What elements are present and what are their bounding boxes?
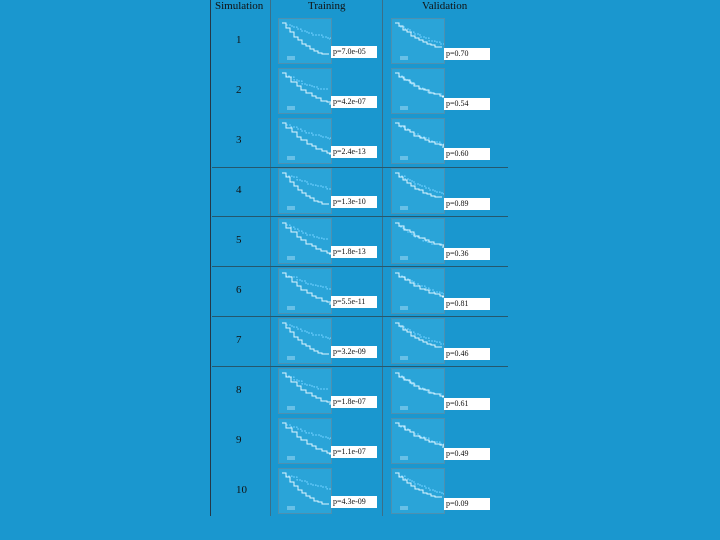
training-km-plot [278, 68, 332, 114]
validation-km-plot [391, 268, 445, 314]
validation-p-value: p=0.46 [444, 348, 490, 360]
curve-high-risk [395, 273, 444, 294]
training-p-value: p=2.4e-13 [331, 146, 377, 158]
training-km-plot [278, 118, 332, 164]
validation-p-value: p=0.89 [444, 198, 490, 210]
curve-high-risk [395, 373, 442, 394]
training-km-plot [278, 168, 332, 214]
simulation-number: 5 [236, 234, 242, 246]
training-p-value: p=4.3e-09 [331, 496, 377, 508]
survival-curve-svg [392, 369, 444, 413]
curve-high-risk [282, 473, 331, 489]
column-divider-validation [382, 0, 383, 516]
validation-km-plot [391, 18, 445, 64]
legend-lines [287, 407, 295, 409]
header-validation: Validation [422, 0, 468, 12]
validation-p-value: p=0.60 [444, 148, 490, 160]
curve-high-risk [282, 173, 331, 189]
training-p-value: p=7.0e-05 [331, 46, 377, 58]
training-p-value: p=4.2e-07 [331, 96, 377, 108]
legend-lines [287, 507, 295, 509]
curve-low-risk [395, 223, 444, 247]
training-km-plot [278, 468, 332, 514]
validation-p-value: p=0.54 [444, 98, 490, 110]
survival-curve-svg [392, 69, 444, 113]
validation-p-value: p=0.36 [444, 248, 490, 260]
simulation-number: 7 [236, 334, 242, 346]
simulation-number: 1 [236, 34, 242, 46]
curve-high-risk [395, 173, 444, 194]
validation-km-plot [391, 318, 445, 364]
curve-high-risk [282, 223, 329, 239]
training-km-plot [278, 268, 332, 314]
simulation-number: 6 [236, 284, 242, 296]
survival-curve-svg [279, 119, 331, 163]
validation-p-value: p=0.81 [444, 298, 490, 310]
curve-high-risk [282, 323, 331, 339]
survival-curve-svg [392, 219, 444, 263]
training-p-value: p=1.1e-07 [331, 446, 377, 458]
column-divider-training [270, 0, 271, 516]
validation-p-value: p=0.61 [444, 398, 490, 410]
curve-high-risk [282, 23, 331, 39]
legend-lines [287, 307, 295, 309]
survival-curve-svg [279, 69, 331, 113]
curve-low-risk [282, 473, 329, 504]
survival-curve-svg [279, 19, 331, 63]
legend-lines [400, 357, 408, 359]
survival-curve-svg [279, 219, 331, 263]
curve-low-risk [395, 173, 442, 197]
survival-curve-svg [279, 319, 331, 363]
curve-low-risk [282, 173, 329, 204]
training-p-value: p=5.5e-11 [331, 296, 377, 308]
row-separator [212, 266, 508, 267]
legend-lines [400, 307, 408, 309]
legend-lines [287, 457, 295, 459]
training-p-value: p=1.8e-07 [331, 396, 377, 408]
curve-low-risk [395, 373, 444, 397]
training-km-plot [278, 418, 332, 464]
row-separator [212, 316, 508, 317]
legend-lines [287, 207, 295, 209]
curve-low-risk [395, 323, 442, 347]
curve-high-risk [395, 473, 444, 494]
training-km-plot [278, 368, 332, 414]
validation-km-plot [391, 218, 445, 264]
legend-lines [287, 157, 295, 159]
legend-lines [400, 507, 408, 509]
training-p-value: p=1.8e-13 [331, 246, 377, 258]
survival-curve-svg [279, 469, 331, 513]
survival-curve-svg [392, 419, 444, 463]
survival-curve-svg [392, 469, 444, 513]
survival-curve-svg [392, 119, 444, 163]
survival-curve-svg [392, 19, 444, 63]
curve-low-risk [282, 423, 331, 454]
curve-low-risk [282, 123, 331, 154]
legend-lines [400, 157, 408, 159]
curve-high-risk [282, 273, 331, 289]
validation-p-value: p=0.70 [444, 48, 490, 60]
curve-low-risk [395, 473, 442, 497]
legend-lines [400, 257, 408, 259]
curve-low-risk [282, 323, 329, 354]
validation-km-plot [391, 68, 445, 114]
left-border [210, 0, 211, 516]
row-separator [212, 216, 508, 217]
legend-lines [400, 57, 408, 59]
survival-curve-svg [279, 269, 331, 313]
survival-curve-svg [392, 269, 444, 313]
survival-curve-svg [392, 319, 444, 363]
curve-low-risk [282, 23, 329, 54]
legend-lines [287, 57, 295, 59]
legend-lines [400, 407, 408, 409]
simulation-number: 4 [236, 184, 242, 196]
legend-lines [287, 357, 295, 359]
legend-lines [400, 457, 408, 459]
legend-lines [400, 107, 408, 109]
validation-km-plot [391, 418, 445, 464]
validation-km-plot [391, 468, 445, 514]
curve-low-risk [395, 23, 442, 47]
survival-curve-svg [279, 169, 331, 213]
row-separator [212, 167, 508, 168]
legend-lines [287, 257, 295, 259]
header-simulation: Simulation [215, 0, 264, 12]
curve-low-risk [282, 273, 331, 304]
validation-p-value: p=0.09 [444, 498, 490, 510]
curve-high-risk [282, 123, 331, 139]
training-km-plot [278, 18, 332, 64]
training-km-plot [278, 318, 332, 364]
curve-low-risk [395, 73, 444, 97]
survival-curve-svg [279, 419, 331, 463]
training-p-value: p=3.2e-09 [331, 346, 377, 358]
legend-lines [287, 107, 295, 109]
validation-km-plot [391, 118, 445, 164]
simulation-number: 2 [236, 84, 242, 96]
simulation-number: 9 [236, 434, 242, 446]
validation-p-value: p=0.49 [444, 448, 490, 460]
simulation-number: 10 [236, 484, 247, 496]
curve-high-risk [282, 423, 331, 439]
simulation-number: 8 [236, 384, 242, 396]
curve-high-risk [395, 73, 442, 94]
validation-km-plot [391, 168, 445, 214]
training-p-value: p=1.3e-10 [331, 196, 377, 208]
simulation-number: 3 [236, 134, 242, 146]
curve-high-risk [282, 73, 329, 89]
survival-curve-svg [279, 369, 331, 413]
survival-curve-svg [392, 169, 444, 213]
curve-high-risk [282, 373, 329, 389]
validation-km-plot [391, 368, 445, 414]
training-km-plot [278, 218, 332, 264]
row-separator [212, 366, 508, 367]
header-training: Training [308, 0, 346, 12]
legend-lines [400, 207, 408, 209]
